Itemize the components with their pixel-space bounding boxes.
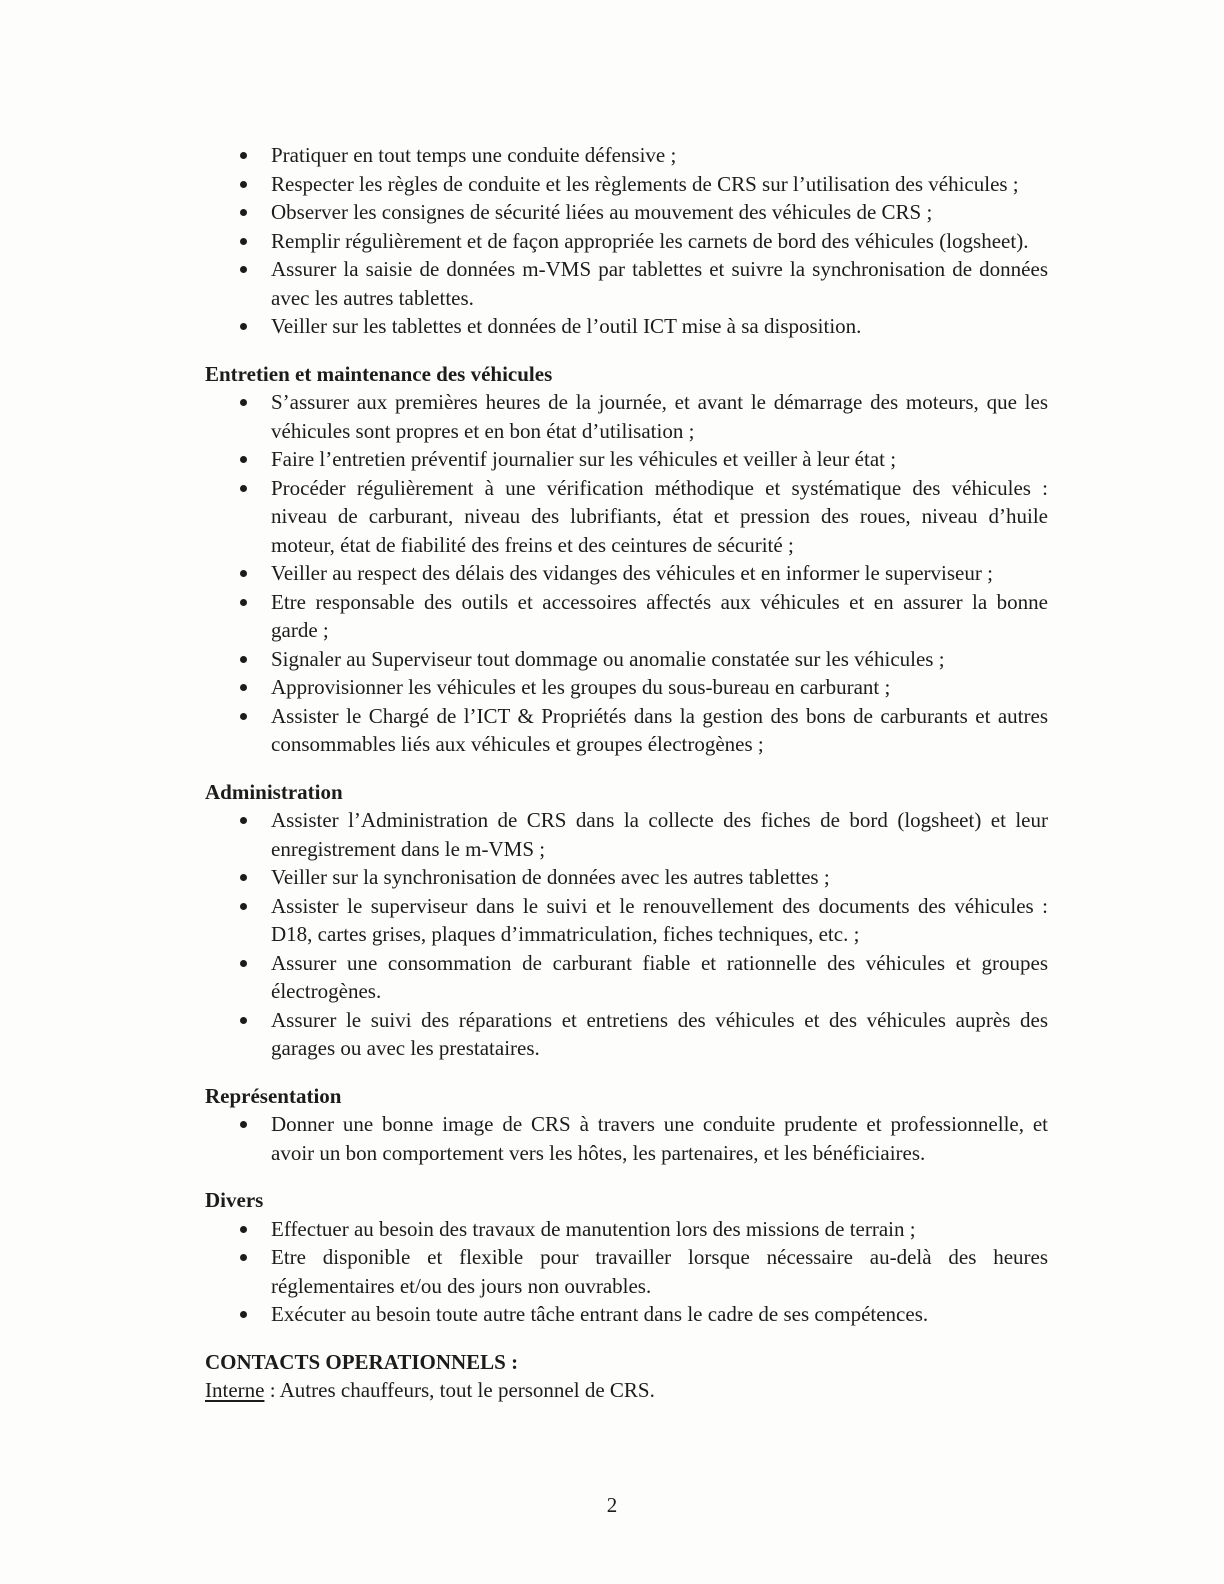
list-item: Effectuer au besoin des travaux de manutention lors des missions de terrain ; (271, 1215, 1048, 1244)
contacts-interne-text: : Autres chauffeurs, tout le personnel de CRS. (264, 1378, 655, 1402)
list-item: S’assurer aux premières heures de la journée, et avant le démarrage des moteurs, que les véhicules sont propres et en bon état d’utilisation ; (271, 388, 1048, 445)
section-divers (205, 1186, 1048, 1329)
divers-bullet-list (205, 1215, 1048, 1329)
list-item: Assister l’Administration de CRS dans la collecte des fiches de bord (logsheet) et leur enregistrement dans le m-VMS ; (271, 806, 1048, 863)
list-item: Faire l’entretien préventif journalier sur les véhicules et veiller à leur état ; (271, 445, 1048, 474)
section-entretien (205, 360, 1048, 759)
list-item: Procéder régulièrement à une vérification méthodique et systématique des véhicules : niveau de carburant, niveau des lubrifiants, état et pression des roues, niveau d’huile moteur, état de fiabilité des freins et des ceintures de sécurité ; (271, 474, 1048, 560)
entretien-bullet-list (205, 388, 1048, 759)
section-representation (205, 1082, 1048, 1168)
list-item: Veiller sur la synchronisation de données avec les autres tablettes ; (271, 863, 1048, 892)
list-item: Assurer le suivi des réparations et entretiens des véhicules et des véhicules auprès des garages ou avec les prestataires. (271, 1006, 1048, 1063)
list-item: Respecter les règles de conduite et les règlements de CRS sur l’utilisation des véhicules ; (271, 170, 1048, 199)
list-item: Assister le Chargé de l’ICT & Propriétés dans la gestion des bons de carburants et autres consommables liés aux véhicules et groupes électrogènes ; (271, 702, 1048, 759)
section-heading-entretien: Entretien et maintenance des véhicules (205, 361, 553, 386)
contacts-heading: CONTACTS OPERATIONNELS : (205, 1349, 519, 1374)
list-item: Approvisionner les véhicules et les groupes du sous-bureau en carburant ; (271, 673, 1048, 702)
contacts-interne-label: Interne (205, 1378, 265, 1402)
list-item: Observer les consignes de sécurité liées au mouvement des véhicules de CRS ; (271, 198, 1048, 227)
list-item: Pratiquer en tout temps une conduite défensive ; (271, 141, 1048, 170)
section-heading-divers: Divers (205, 1188, 264, 1212)
list-item: Veiller au respect des délais des vidanges des véhicules et en informer le superviseur ; (271, 559, 1048, 588)
list-item: Etre responsable des outils et accessoires affectés aux véhicules et en assurer la bonne garde ; (271, 588, 1048, 645)
list-item: Veiller sur les tablettes et données de l’outil ICT mise à sa disposition. (271, 312, 1048, 341)
list-item: Assurer une consommation de carburant fiable et rationnelle des véhicules et groupes électrogènes. (271, 949, 1048, 1006)
administration-bullet-list (205, 806, 1048, 1063)
representation-bullet-list (205, 1110, 1048, 1167)
section-heading-administration: Administration (205, 779, 343, 804)
list-item: Etre disponible et flexible pour travailler lorsque nécessaire au-delà des heures réglementaires et/ou des jours non ouvrables. (271, 1243, 1048, 1300)
contacts-interne-line (205, 1376, 1048, 1405)
section-heading-representation: Représentation (205, 1083, 342, 1108)
list-item: Exécuter au besoin toute autre tâche entrant dans le cadre de ses compétences. (271, 1300, 1048, 1329)
contacts-block (205, 1348, 1048, 1405)
list-item: Assister le superviseur dans le suivi et le renouvellement des documents des véhicules : D18, cartes grises, plaques d’immatriculation, fiches techniques, etc. ; (271, 892, 1048, 949)
list-item: Remplir régulièrement et de façon appropriée les carnets de bord des véhicules (logsheet). (271, 227, 1048, 256)
list-item: Signaler au Superviseur tout dommage ou anomalie constatée sur les véhicules ; (271, 645, 1048, 674)
page-number: 2 (606, 1493, 618, 1517)
list-item: Assurer la saisie de données m-VMS par tablettes et suivre la synchronisation de données avec les autres tablettes. (271, 255, 1048, 312)
section-administration (205, 778, 1048, 1063)
intro-bullet-list (205, 141, 1048, 341)
list-item: Donner une bonne image de CRS à travers une conduite prudente et professionnelle, et avoir un bon comportement vers les hôtes, les partenaires, et les bénéficiaires. (271, 1110, 1048, 1167)
